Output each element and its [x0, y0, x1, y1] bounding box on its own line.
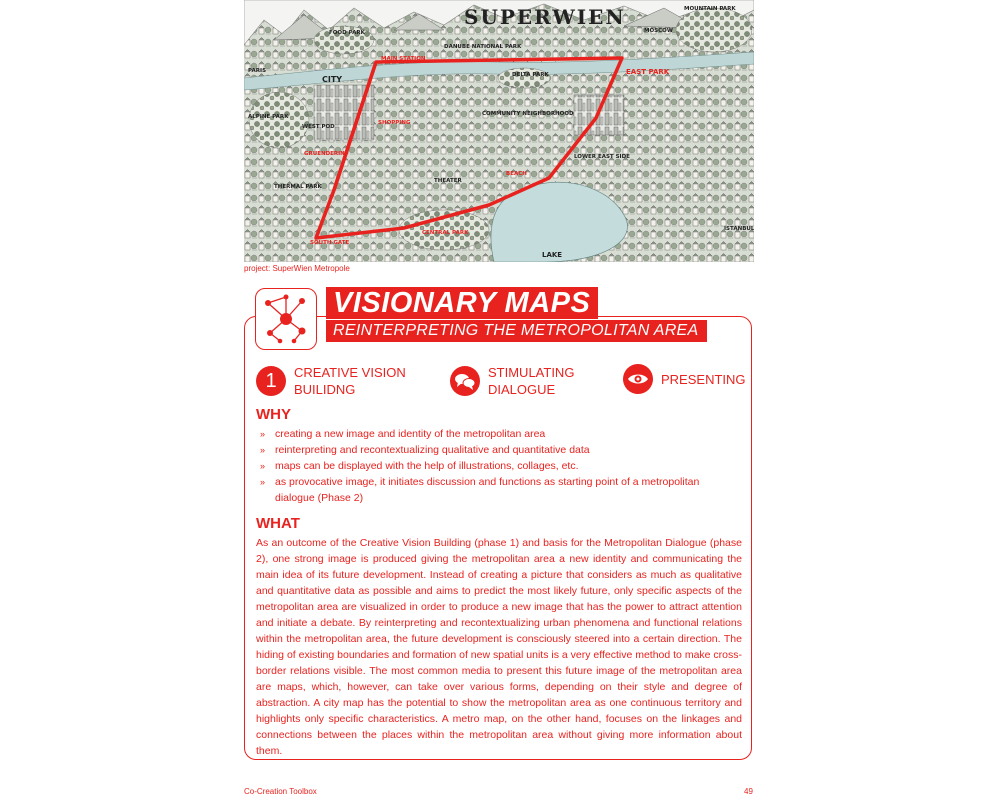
- map-label: LAKE: [542, 251, 563, 259]
- list-item: [258, 458, 738, 474]
- phase-creative-vision: [256, 364, 406, 398]
- map-label: MOUNTAIN PARK: [684, 6, 736, 12]
- list-item-text: creating a new image and identity of the metropolitan area: [275, 428, 546, 440]
- speech-bubbles-icon: [450, 366, 480, 396]
- phase-label-line: CREATIVE VISION: [294, 365, 406, 380]
- map-label: LOWER EAST SIDE: [574, 154, 630, 160]
- map-label: PARIS: [248, 68, 267, 74]
- list-item: [258, 426, 738, 442]
- list-item: [258, 474, 738, 506]
- phase-label: [294, 364, 406, 398]
- list-item-text: as provocative image, it initiates discussion and functions as starting point of a metropolitan dialogue (Phase 2): [275, 476, 700, 504]
- map-label: THEATER: [434, 178, 462, 184]
- why-list: [258, 426, 738, 506]
- page-title: VISIONARY MAPS: [326, 287, 598, 319]
- map-label: SHOPPING: [378, 120, 411, 126]
- image-credit: project: SuperWien Metropole: [244, 264, 350, 273]
- bullet-marker: »: [260, 477, 266, 487]
- what-heading: WHAT: [256, 515, 300, 532]
- bullet-marker: »: [260, 445, 266, 455]
- what-paragraph: As an outcome of the Creative Vision Building (phase 1) and basis for the Metropolitan Dialogue (phase 2), one strong image is produced giving the metropolitan area a new identity and communicating the main idea of its future development. Instead of creating a picture that considers as much as qualitative and quantitative data as possible and aims to predict the most likely future, only specific aspects of the metropolitan area are visualized in order to produce a new image that has the power to attract attention and initiate a debate. By reinterpreting and recontextualizing urban phenomena and functional relations within the metropolitan area, the future development is consciously steered into a certain direction. The hiding of existing boundaries and formation of new spatial units is a very effective method to make cross-border relations visible. The most common media to present this future image of the metropolitan area are maps, which, however, can take over various forms, depending on their style and degree of abstraction. A city map has the potential to show the metropolitan area as one continuous territory and highlights only specific characteristics. A metro map, on the other hand, focuses on the linkages and connections between the places within the metropolitan area without giving more information about them.: [256, 537, 742, 757]
- map-label: ISTANBUL: [724, 226, 754, 232]
- phase-label-line: STIMULATING: [488, 365, 575, 380]
- why-heading: WHY: [256, 406, 291, 423]
- bullet-marker: »: [260, 429, 266, 439]
- phase-label-line: BUILIDNG: [294, 382, 356, 397]
- phase-stimulating-dialogue: [450, 364, 574, 398]
- list-item: [258, 442, 738, 458]
- eye-icon: [623, 364, 653, 394]
- map-label: WEST POD: [302, 124, 335, 130]
- map-label: FOOD PARK: [329, 30, 365, 36]
- map-label: CENTRAL PARK: [422, 230, 469, 236]
- footer-publication: Co-Creation Toolbox: [244, 787, 317, 796]
- map-label: DANUBE NATIONAL PARK: [444, 44, 522, 50]
- map-label: SOUTH GATE: [310, 240, 350, 246]
- map-label: DELTA PARK: [512, 72, 549, 78]
- page-subtitle: REINTERPRETING THE METROPOLITAN AREA: [326, 320, 707, 342]
- map-title: SUPERWIEN: [464, 5, 626, 29]
- map-label: COMMUNITY NEIGHBORHOOD: [482, 111, 574, 117]
- phase-label-line: DIALOGUE: [488, 382, 556, 397]
- list-item-text: reinterpreting and recontextualizing qualitative and quantitative data: [275, 444, 590, 456]
- network-icon: [256, 289, 315, 348]
- map-label: CITY: [322, 75, 343, 84]
- phase-presenting: [623, 364, 746, 394]
- map-label: BEACH: [506, 171, 527, 177]
- phase-label: PRESENTING: [661, 371, 746, 387]
- map-illustration: [244, 0, 754, 262]
- bullet-marker: »: [260, 461, 266, 471]
- map-label: ALPINE PARK: [248, 114, 289, 120]
- illustrated-map: [244, 0, 754, 262]
- map-label: MAIN STATION: [381, 56, 426, 62]
- map-label: MOSCOW: [644, 28, 673, 34]
- map-label: EAST PARK: [626, 68, 670, 76]
- network-logo: [255, 288, 317, 350]
- map-label: THERMAL PARK: [274, 184, 322, 190]
- map-label: GRUENDERIN: [304, 151, 345, 157]
- page-number: 49: [744, 787, 753, 796]
- list-item-text: maps can be displayed with the help of illustrations, collages, etc.: [275, 460, 579, 472]
- number-one-icon: 1: [256, 366, 286, 396]
- phase-label: [488, 364, 574, 398]
